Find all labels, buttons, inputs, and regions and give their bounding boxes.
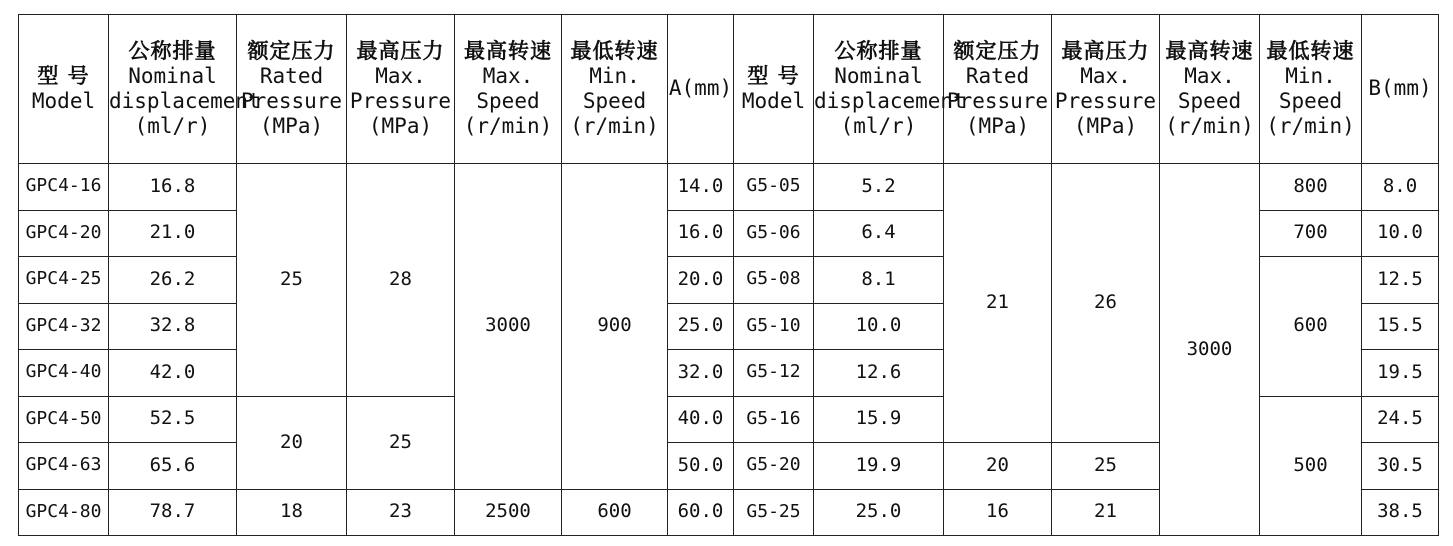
displacement-cell: 32.8 (109, 303, 237, 350)
header-row (19, 15, 1439, 164)
max-pressure-cell-right: 25 (1052, 443, 1160, 490)
max-speed-cell-right: 3000 (1160, 164, 1260, 536)
model-cell: GPC4-40 (19, 350, 109, 397)
displacement-cell: 16.8 (109, 164, 237, 211)
displacement-cell-right: 15.9 (814, 396, 944, 443)
dim-b-cell: 8.0 (1362, 164, 1439, 211)
model-cell: GPC4-50 (19, 396, 109, 443)
rated-pressure-cell-right: 16 (944, 489, 1052, 536)
model-cell-right: G5-06 (734, 210, 814, 257)
dim-b-cell: 15.5 (1362, 303, 1439, 350)
col-header-dim-a: A(mm) (668, 15, 734, 164)
col-header-max-pressure-right: 最高压力 Max. Pressure (MPa) (1052, 15, 1160, 164)
table-row (19, 164, 1439, 211)
max-pressure-cell: 25 (347, 396, 455, 489)
model-cell: GPC4-63 (19, 443, 109, 490)
displacement-cell: 26.2 (109, 257, 237, 304)
min-speed-cell-right: 700 (1260, 210, 1362, 257)
displacement-cell-right: 25.0 (814, 489, 944, 536)
col-header-max-pressure: 最高压力 Max. Pressure (MPa) (347, 15, 455, 164)
dim-b-cell: 24.5 (1362, 396, 1439, 443)
max-pressure-cell: 28 (347, 164, 455, 397)
rated-pressure-cell: 25 (237, 164, 347, 397)
model-cell: GPC4-20 (19, 210, 109, 257)
model-cell-right: G5-12 (734, 350, 814, 397)
dim-a-cell: 20.0 (668, 257, 734, 304)
rated-pressure-cell: 18 (237, 489, 347, 536)
min-speed-cell-right: 600 (1260, 257, 1362, 397)
min-speed-cell-right: 500 (1260, 396, 1362, 536)
col-header-model-right: 型 号 Model (734, 15, 814, 164)
max-speed-cell: 3000 (455, 164, 562, 490)
dim-b-cell: 10.0 (1362, 210, 1439, 257)
model-cell: GPC4-80 (19, 489, 109, 536)
displacement-cell: 78.7 (109, 489, 237, 536)
dim-a-cell: 16.0 (668, 210, 734, 257)
col-header-displacement-right: 公称排量 Nominal displacement (ml/r) (814, 15, 944, 164)
model-cell: GPC4-16 (19, 164, 109, 211)
col-header-min-speed-right: 最低转速 Min. Speed (r/min) (1260, 15, 1362, 164)
col-header-rated-pressure-right: 额定压力 Rated Pressure (MPa) (944, 15, 1052, 164)
displacement-cell-right: 8.1 (814, 257, 944, 304)
dim-b-cell: 19.5 (1362, 350, 1439, 397)
model-cell: GPC4-25 (19, 257, 109, 304)
pump-spec-table (18, 14, 1439, 536)
displacement-cell-right: 5.2 (814, 164, 944, 211)
col-header-model: 型 号 Model (19, 15, 109, 164)
displacement-cell-right: 10.0 (814, 303, 944, 350)
model-cell: GPC4-32 (19, 303, 109, 350)
rated-pressure-cell-right: 21 (944, 164, 1052, 443)
model-cell-right: G5-10 (734, 303, 814, 350)
col-header-max-speed-right: 最高转速 Max. Speed (r/min) (1160, 15, 1260, 164)
min-speed-cell: 900 (562, 164, 668, 490)
displacement-cell-right: 19.9 (814, 443, 944, 490)
displacement-cell: 21.0 (109, 210, 237, 257)
dim-b-cell: 12.5 (1362, 257, 1439, 304)
model-cell-right: G5-08 (734, 257, 814, 304)
model-cell-right: G5-05 (734, 164, 814, 211)
dim-a-cell: 50.0 (668, 443, 734, 490)
displacement-cell-right: 12.6 (814, 350, 944, 397)
col-header-dim-b: B(mm) (1362, 15, 1439, 164)
dim-a-cell: 25.0 (668, 303, 734, 350)
dim-b-cell: 38.5 (1362, 489, 1439, 536)
model-cell-right: G5-16 (734, 396, 814, 443)
min-speed-cell: 600 (562, 489, 668, 536)
rated-pressure-cell: 20 (237, 396, 347, 489)
col-header-rated-pressure: 额定压力 Rated Pressure (MPa) (237, 15, 347, 164)
displacement-cell: 42.0 (109, 350, 237, 397)
min-speed-cell-right: 800 (1260, 164, 1362, 211)
displacement-cell: 65.6 (109, 443, 237, 490)
dim-a-cell: 60.0 (668, 489, 734, 536)
model-cell-right: G5-25 (734, 489, 814, 536)
dim-a-cell: 32.0 (668, 350, 734, 397)
col-header-min-speed: 最低转速 Min. Speed (r/min) (562, 15, 668, 164)
max-pressure-cell-right: 21 (1052, 489, 1160, 536)
model-cell-right: G5-20 (734, 443, 814, 490)
rated-pressure-cell-right: 20 (944, 443, 1052, 490)
dim-a-cell: 40.0 (668, 396, 734, 443)
displacement-cell: 52.5 (109, 396, 237, 443)
col-header-max-speed: 最高转速 Max. Speed (r/min) (455, 15, 562, 164)
max-pressure-cell: 23 (347, 489, 455, 536)
dim-a-cell: 14.0 (668, 164, 734, 211)
dim-b-cell: 30.5 (1362, 443, 1439, 490)
col-header-displacement: 公称排量 Nominal displacement (ml/r) (109, 15, 237, 164)
max-speed-cell: 2500 (455, 489, 562, 536)
max-pressure-cell-right: 26 (1052, 164, 1160, 443)
displacement-cell-right: 6.4 (814, 210, 944, 257)
